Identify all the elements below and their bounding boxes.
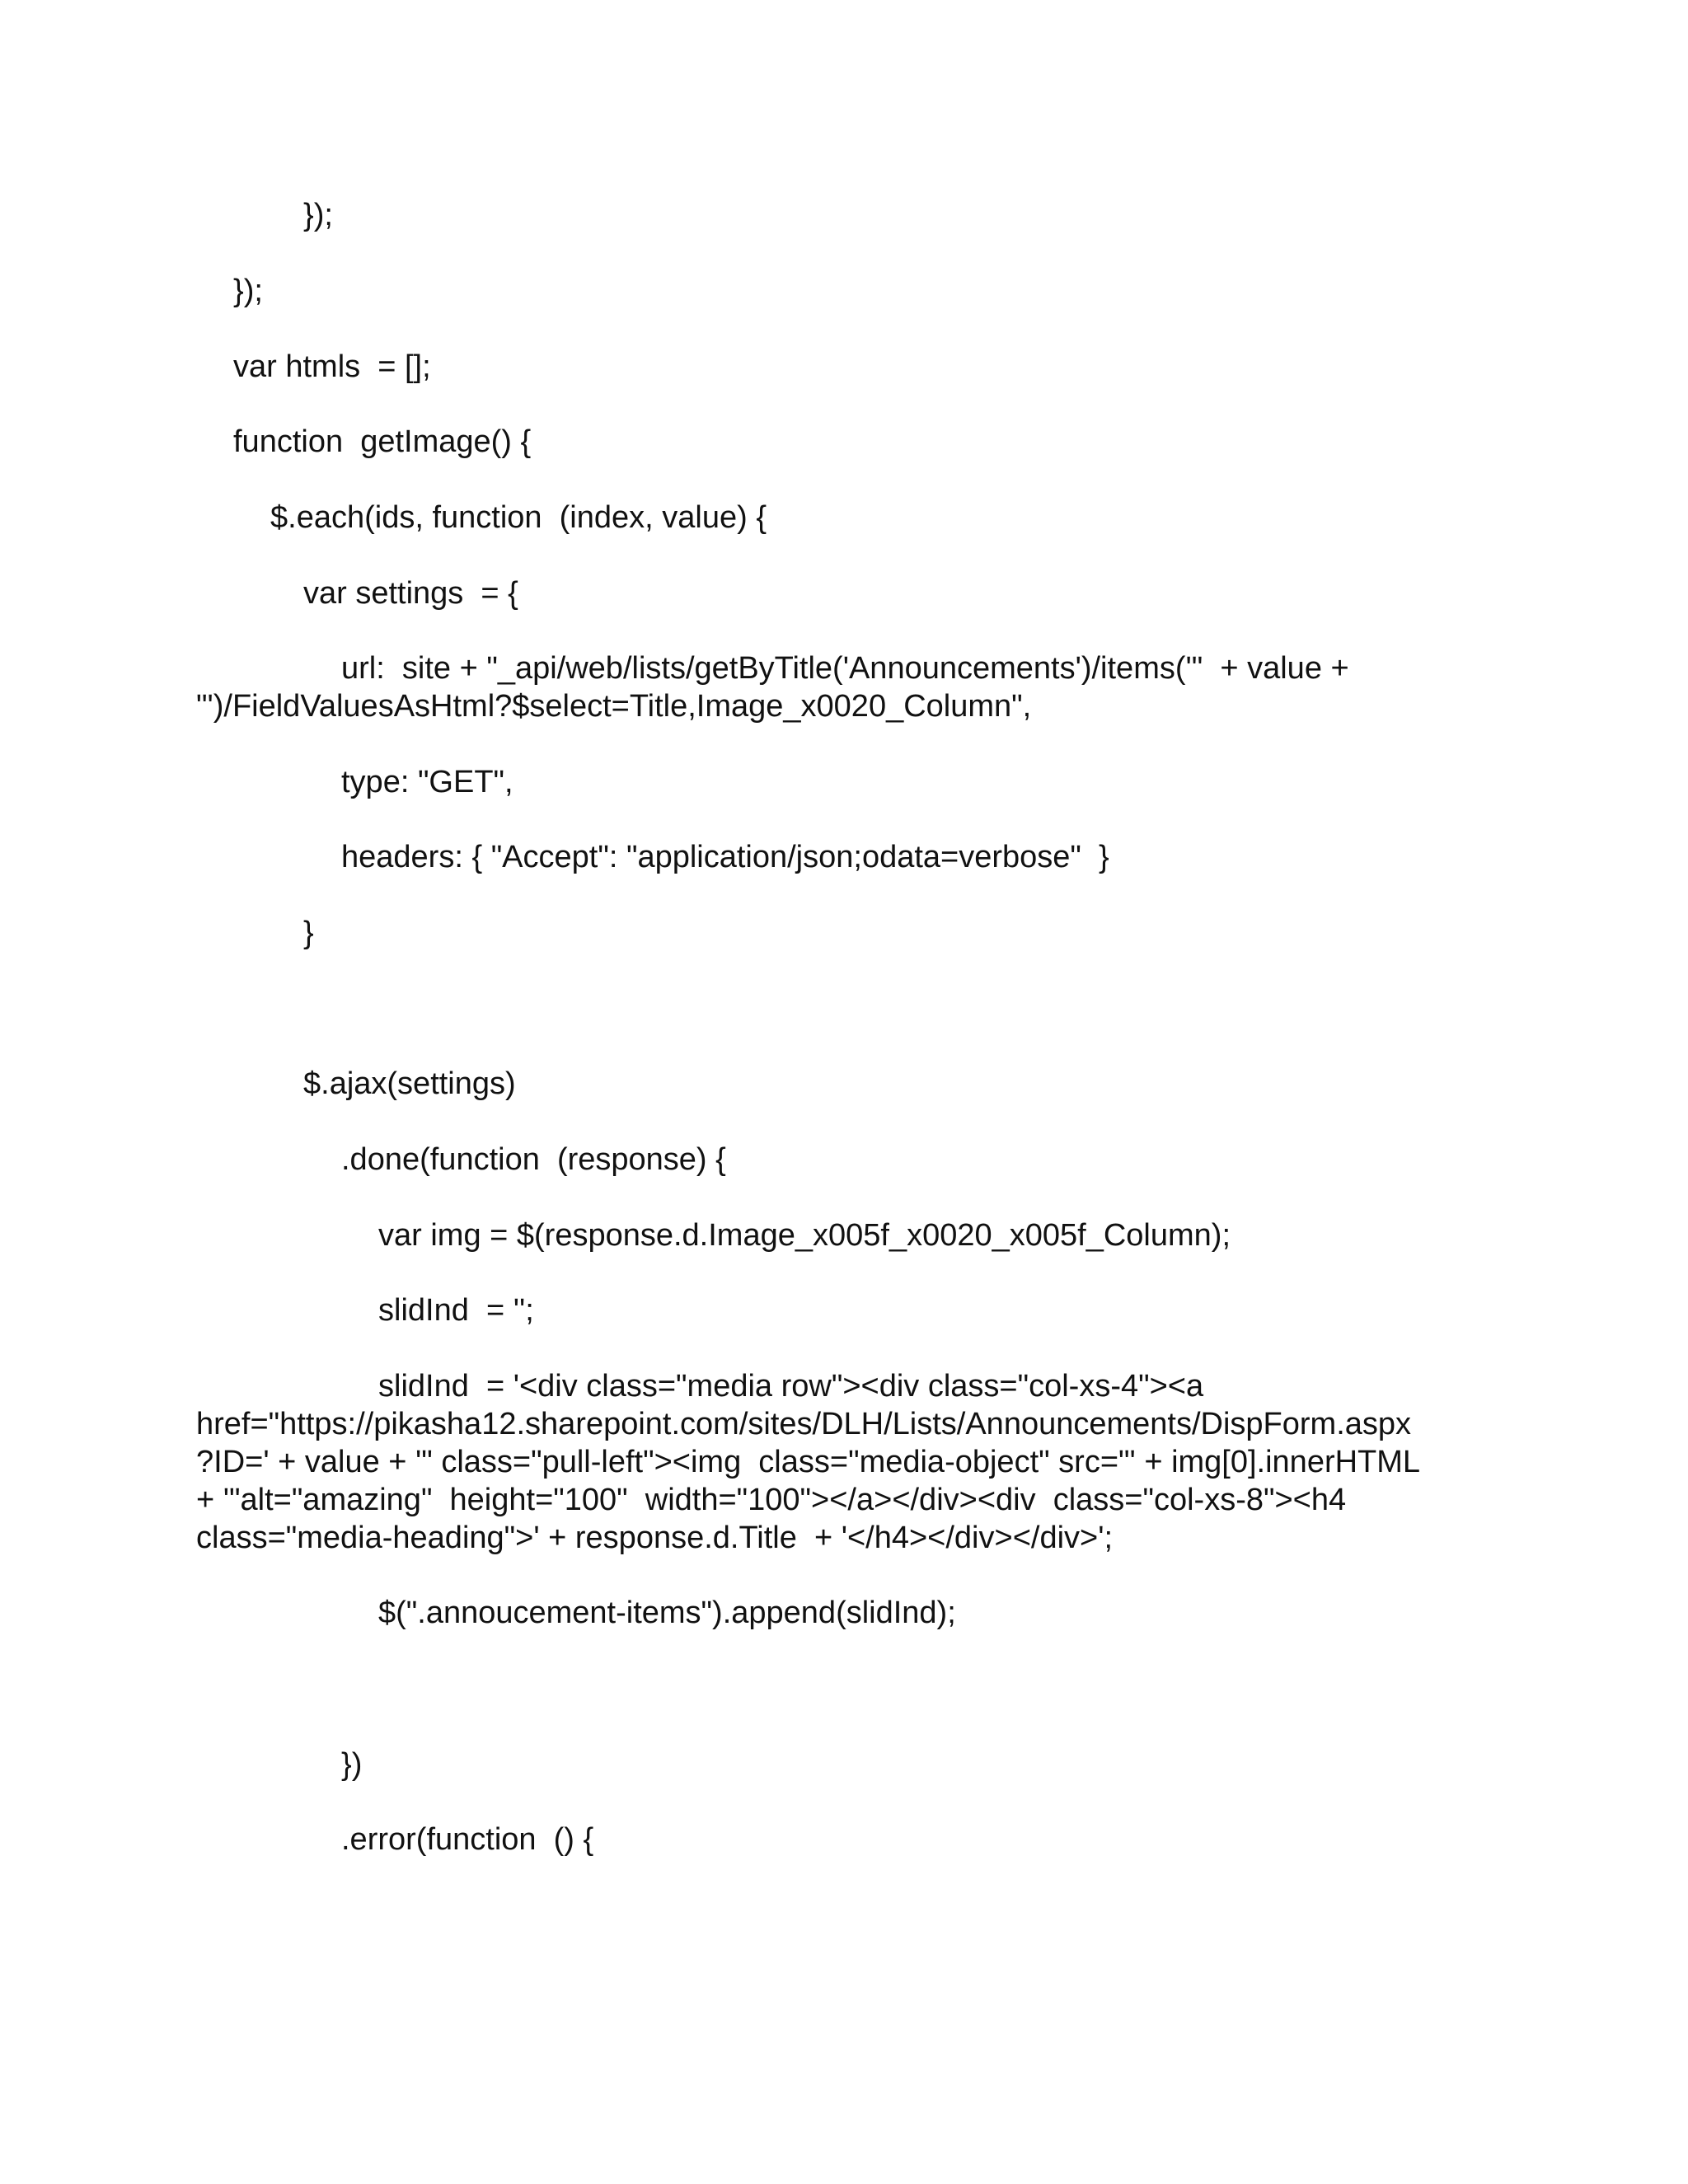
code-line-type: type: "GET", bbox=[341, 765, 513, 799]
code-line-headers: headers: { "Accept": "application/json;odata=verbose" } bbox=[341, 840, 1109, 874]
code-line-slidind-assign: slidInd = '<div class="media row"><div class="col-xs-4"><a bbox=[378, 1369, 1204, 1404]
code-line-var-settings: var settings = { bbox=[303, 576, 518, 611]
code-line-id: ?ID=' + value + '" class="pull-left"><img class="media-object" src="' + img[0].innerHTML bbox=[196, 1445, 1421, 1479]
code-line-ajax: $.ajax(settings) bbox=[303, 1066, 516, 1101]
code-line-href: href="https://pikasha12.sharepoint.com/sites/DLH/Lists/Announcements/DispForm.aspx bbox=[196, 1407, 1412, 1441]
code-line-close-inner: }); bbox=[303, 198, 333, 232]
code-line-slidind-reset: slidInd = ''; bbox=[378, 1293, 534, 1328]
code-line-function-getimage: function getImage() { bbox=[233, 424, 532, 459]
code-line-url-continued: "')/FieldValuesAsHtml?$select=Title,Image_x0020_Column", bbox=[196, 689, 1032, 724]
code-line-close-outer: }); bbox=[233, 274, 263, 308]
code-line-append: $(".annoucement-items").append(slidInd); bbox=[378, 1596, 956, 1630]
code-line-alt: + '"alt="amazing" height="100" width="100"></a></div><div class="col-xs-8"><h4 bbox=[196, 1483, 1347, 1517]
code-line-var-img: var img = $(response.d.Image_x005f_x0020_x005f_Column); bbox=[378, 1218, 1231, 1253]
code-line-error: .error(function () { bbox=[341, 1822, 594, 1857]
code-line-close-settings: } bbox=[303, 916, 314, 950]
code-line-each-ids: $.each(ids, function (index, value) { bbox=[270, 500, 767, 535]
code-line-url: url: site + "_api/web/lists/getByTitle('Announcements')/items('" + value + bbox=[341, 651, 1349, 686]
code-line-close-done: }) bbox=[341, 1747, 363, 1782]
code-line-var-htmls: var htmls = []; bbox=[233, 349, 431, 384]
code-line-media-heading: class="media-heading">' + response.d.Title + '</h4></div></div>'; bbox=[196, 1521, 1114, 1555]
code-line-done: .done(function (response) { bbox=[341, 1142, 726, 1177]
